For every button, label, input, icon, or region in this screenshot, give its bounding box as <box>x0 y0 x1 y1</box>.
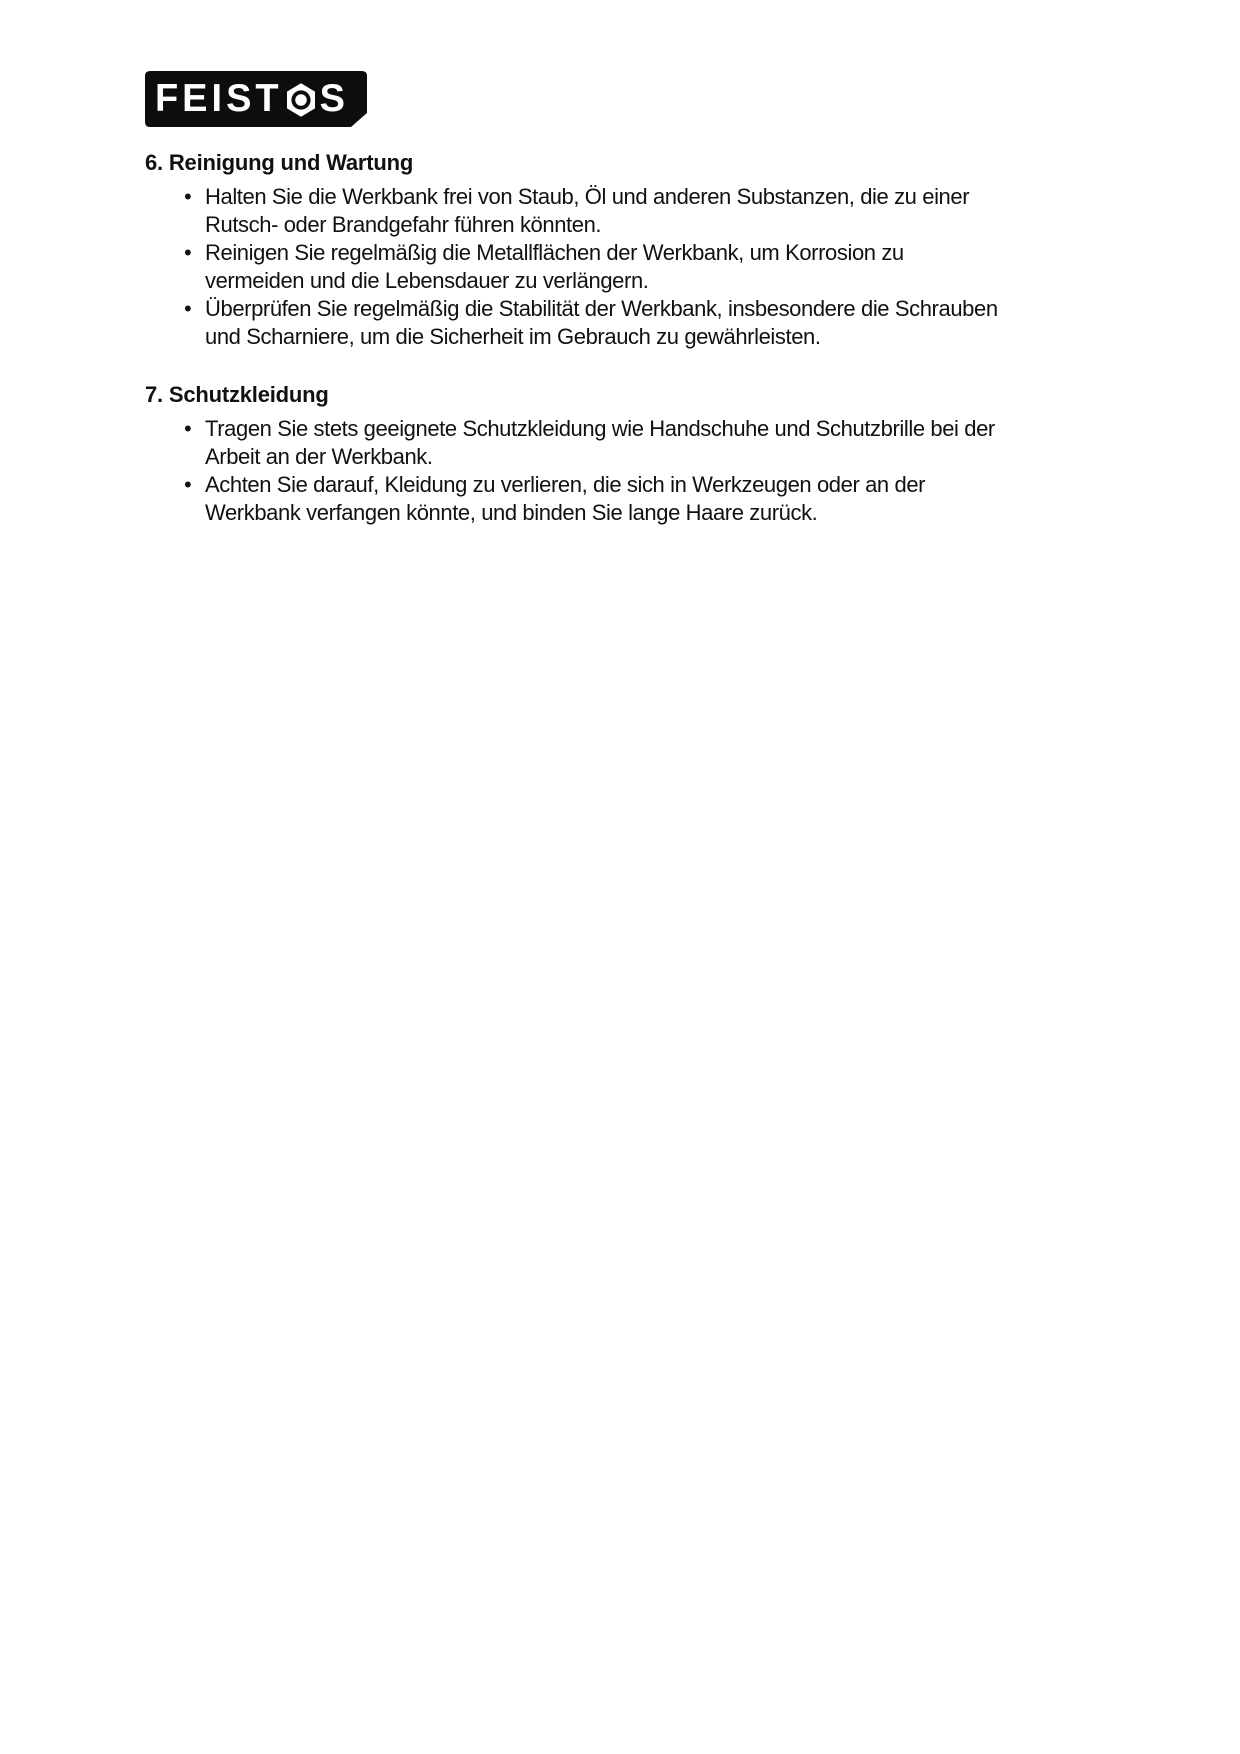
bullet-icon: • <box>184 240 192 265</box>
bullet-item <box>184 183 1105 239</box>
bullet-item <box>184 239 1105 295</box>
bullet-text: Achten Sie darauf, Kleidung zu verlieren, die sich in Werkzeugen oder an der Werkbank verfangen könnte, und binden Sie lange Haare zurück. <box>205 472 926 525</box>
logo-text-s: S <box>319 77 346 121</box>
bullet-text: Überprüfen Sie regelmäßig die Stabilität der Werkbank, insbesondere die Schrauben und Scharniere, um die Sicherheit im Gebrauch zu gewährleisten. <box>205 296 998 349</box>
bullet-item <box>184 471 1105 527</box>
bullet-icon: • <box>184 296 192 321</box>
bullet-icon: • <box>184 472 192 497</box>
bullet-text: Reinigen Sie regelmäßig die Metallflächen der Werkbank, um Korrosion zu vermeiden und die Lebensdauer zu verlängern. <box>205 240 904 293</box>
section-heading: 6. Reinigung und Wartung <box>145 150 414 175</box>
bullet-icon: • <box>184 416 192 441</box>
hex-nut-icon <box>285 81 317 119</box>
bullet-text: Tragen Sie stets geeignete Schutzkleidung wie Handschuhe und Schutzbrille bei der Arbeit an der Werkbank. <box>205 416 995 469</box>
feistos-logo <box>145 71 367 127</box>
section-schutzkleidung <box>145 381 1105 527</box>
bullet-item <box>184 415 1105 471</box>
page-content <box>145 71 1105 527</box>
bullet-list <box>145 183 1105 351</box>
section-reinigung-und-wartung <box>145 149 1105 351</box>
logo-text-feist: FEIST <box>154 77 283 121</box>
bullet-icon: • <box>184 184 192 209</box>
section-heading: 7. Schutzkleidung <box>145 382 329 407</box>
bullet-item <box>184 295 1105 351</box>
bullet-text: Halten Sie die Werkbank frei von Staub, Öl und anderen Substanzen, die zu einer Rutsch- oder Brandgefahr führen könnten. <box>205 184 970 237</box>
logo-content <box>145 71 355 127</box>
bullet-list <box>145 415 1105 527</box>
